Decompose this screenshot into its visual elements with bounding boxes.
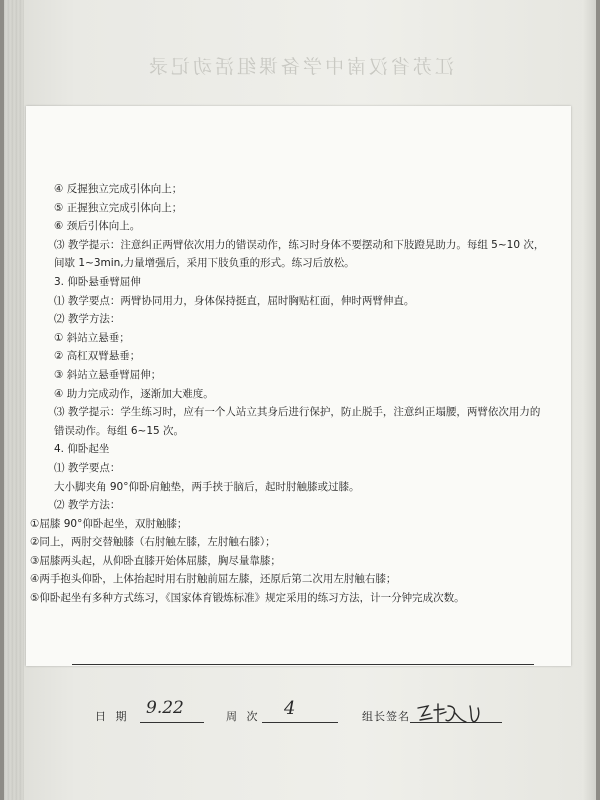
date-value: 9.22 — [146, 698, 184, 718]
text-line: ②同上，两肘交替触膝（右肘触左膝，左肘触右膝）； — [30, 536, 276, 549]
page-right-edge — [582, 0, 596, 800]
week-label: 周 次 — [226, 710, 261, 723]
handwritten-signature — [414, 700, 504, 728]
leader-label: 组长签名 — [362, 710, 410, 723]
page-edge-stack — [4, 0, 24, 800]
text-line: ① 斜站立悬垂； — [54, 331, 130, 344]
text-line: ⑥ 颈后引体向上。 — [54, 220, 141, 233]
section-heading: 4. 仰卧起坐 — [54, 443, 110, 456]
text-line: ② 高杠双臂悬垂； — [54, 350, 141, 363]
text-line: ③ 斜站立悬垂臂屈伸； — [54, 368, 162, 381]
text-line: ⑵ 教学方法： — [54, 499, 121, 512]
text-paragraph: ⑶ 教学提示：学生练习时，应有一个人站立其身后进行保护，防止脱手，注意纠正塌腰，两臂依次用力的错误动作。每组 6~15 次。 — [54, 406, 541, 437]
footer-divider — [72, 664, 534, 665]
text-line: ⑤ 正握独立完成引体向上； — [54, 201, 183, 214]
text-line: ⑴ 教学要点： — [54, 461, 121, 474]
document-body — [30, 180, 554, 608]
text-line: 大小脚夹角 90°仰卧肩触垫，两手挟于脑后，起时肘触膝或过膝。 — [54, 480, 360, 493]
text-line: ④ 反握独立完成引体向上； — [54, 183, 183, 195]
week-underline — [262, 722, 338, 723]
show-through-heading: 江苏省汉南中学备课组活动记录 — [146, 56, 455, 78]
section-heading: 3. 仰卧悬垂臂屈伸 — [54, 275, 141, 288]
date-label: 日 期 — [95, 710, 130, 723]
text-paragraph: ⑶ 教学提示：注意纠正两臂依次用力的错误动作，练习时身体不要摆动和下肢蹬晃助力。每组 5~10 次，间歇 1~3min,力量增强后，采用下肢负重的形式。练习后放松。 — [54, 238, 545, 270]
text-line: ⑤仰卧起坐有多种方式练习，《国家体育锻炼标准》规定采用的练习方法，计一分钟完成次数。 — [30, 592, 465, 605]
text-line: ④ 助力完成动作，逐渐加大难度。 — [54, 387, 214, 400]
text-line: ⑵ 教学方法： — [54, 313, 121, 326]
date-underline — [140, 722, 204, 723]
text-line: ①屈膝 90°仰卧起坐，双肘触膝； — [30, 517, 188, 530]
text-line: ⑴ 教学要点：两臂协同用力，身体保持挺直，屈时胸贴杠面，伸时两臂伸直。 — [54, 294, 415, 307]
text-line: ④两手抱头仰卧，上体抬起时用右肘触前屈左膝，还原后第二次用左肘触右膝； — [30, 573, 397, 586]
text-line: ③屈膝两头起，从仰卧直膝开始体屈膝，胸尽量靠膝； — [30, 554, 281, 567]
week-value: 4 — [284, 698, 296, 719]
